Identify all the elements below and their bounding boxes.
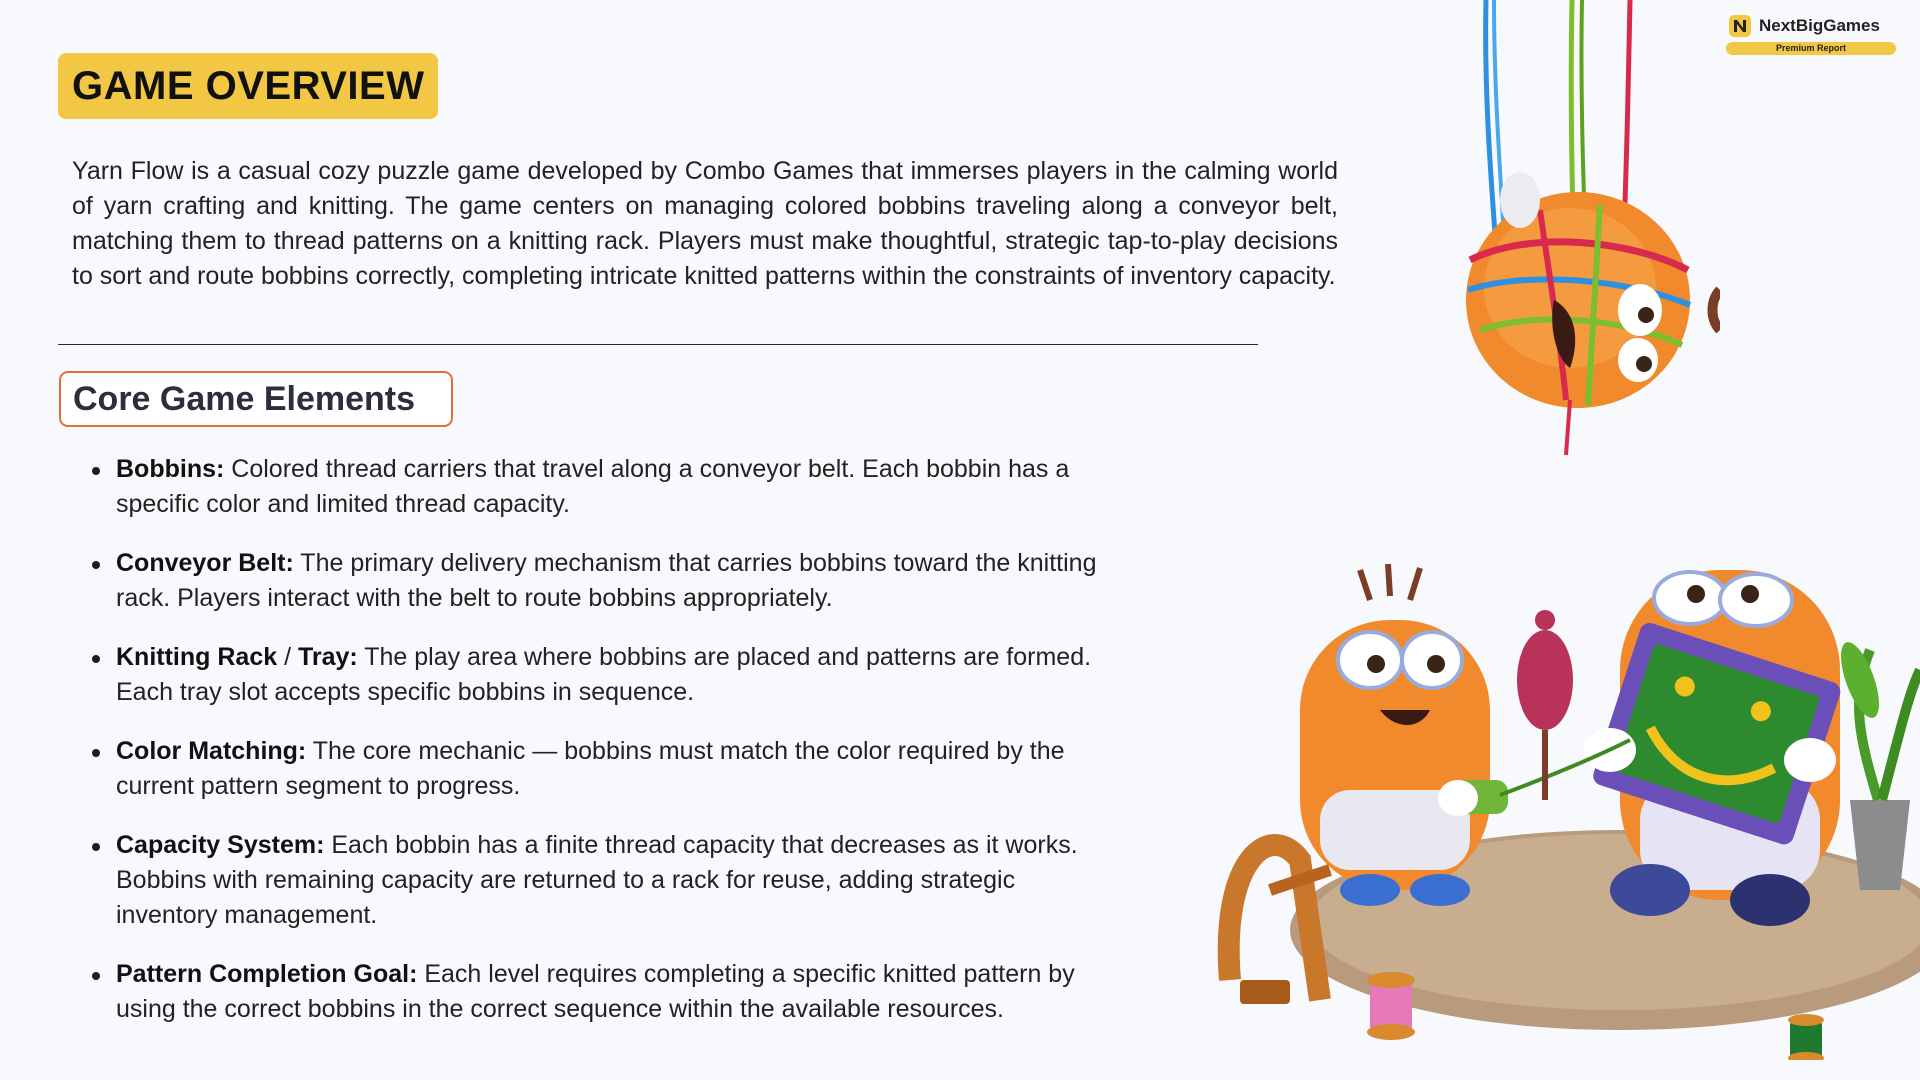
item-term: Pattern Completion Goal: bbox=[116, 960, 418, 988]
page-title-badge bbox=[58, 53, 438, 119]
hanging-character-illustration bbox=[1420, 0, 1720, 460]
item-description: Each bobbin has a finite thread capacity that decreases as it works. Bobbins with remaining capacity are returned to a rack for reuse, adding strategic inventory management. bbox=[116, 831, 1078, 929]
item-term: Knitting Rack bbox=[116, 643, 278, 671]
list-item bbox=[116, 957, 1106, 1027]
n-logo-icon bbox=[1728, 14, 1752, 38]
page-title: GAME OVERVIEW bbox=[72, 63, 425, 108]
item-term: Bobbins: bbox=[116, 455, 225, 483]
item-term: Capacity System: bbox=[116, 831, 325, 859]
brand-logo bbox=[1726, 14, 1896, 60]
list-item bbox=[116, 734, 1106, 804]
premium-report-badge: Premium Report bbox=[1726, 42, 1896, 55]
list-item bbox=[116, 640, 1106, 710]
item-separator: / bbox=[277, 643, 298, 671]
section-divider bbox=[58, 344, 1258, 345]
item-description: The primary delivery mechanism that carries bobbins toward the knitting rack. Players interact with the belt to route bobbins appropriately. bbox=[116, 549, 1097, 612]
item-description: Each level requires completing a specific knitted pattern by using the correct bobbins in the correct sequence within the available resources. bbox=[116, 960, 1075, 1023]
section-title: Core Game Elements bbox=[73, 379, 416, 418]
item-term: Conveyor Belt: bbox=[116, 549, 294, 577]
intro-paragraph: Yarn Flow is a casual cozy puzzle game developed by Combo Games that immerses players in the calming world of yarn crafting and knitting. The game centers on managing colored bobbins traveling along a conveyor belt, matching them to thread patterns on a knitting rack. Players must make thoughtful, strategic tap-to-play decisions to sort and route bobbins correctly, completing intricate knitted patterns within the constraints of inventory capacity. bbox=[72, 157, 1338, 290]
brand-name: NextBigGames bbox=[1759, 16, 1880, 35]
list-item bbox=[116, 546, 1106, 616]
list-item bbox=[116, 828, 1106, 933]
knitting-characters-illustration bbox=[1210, 560, 1920, 1060]
section-heading-badge bbox=[59, 371, 453, 427]
item-description: Colored thread carriers that travel along a conveyor belt. Each bobbin has a specific color and limited thread capacity. bbox=[116, 455, 1070, 518]
list-item bbox=[116, 452, 1106, 522]
item-description: The core mechanic — bobbins must match the color required by the current pattern segment to progress. bbox=[116, 737, 1065, 800]
item-description: The play area where bobbins are placed and patterns are formed. Each tray slot accepts specific bobbins in sequence. bbox=[116, 643, 1092, 706]
item-term: Color Matching: bbox=[116, 737, 307, 765]
item-term-secondary: Tray: bbox=[297, 643, 358, 671]
core-elements-list bbox=[92, 452, 1106, 1051]
